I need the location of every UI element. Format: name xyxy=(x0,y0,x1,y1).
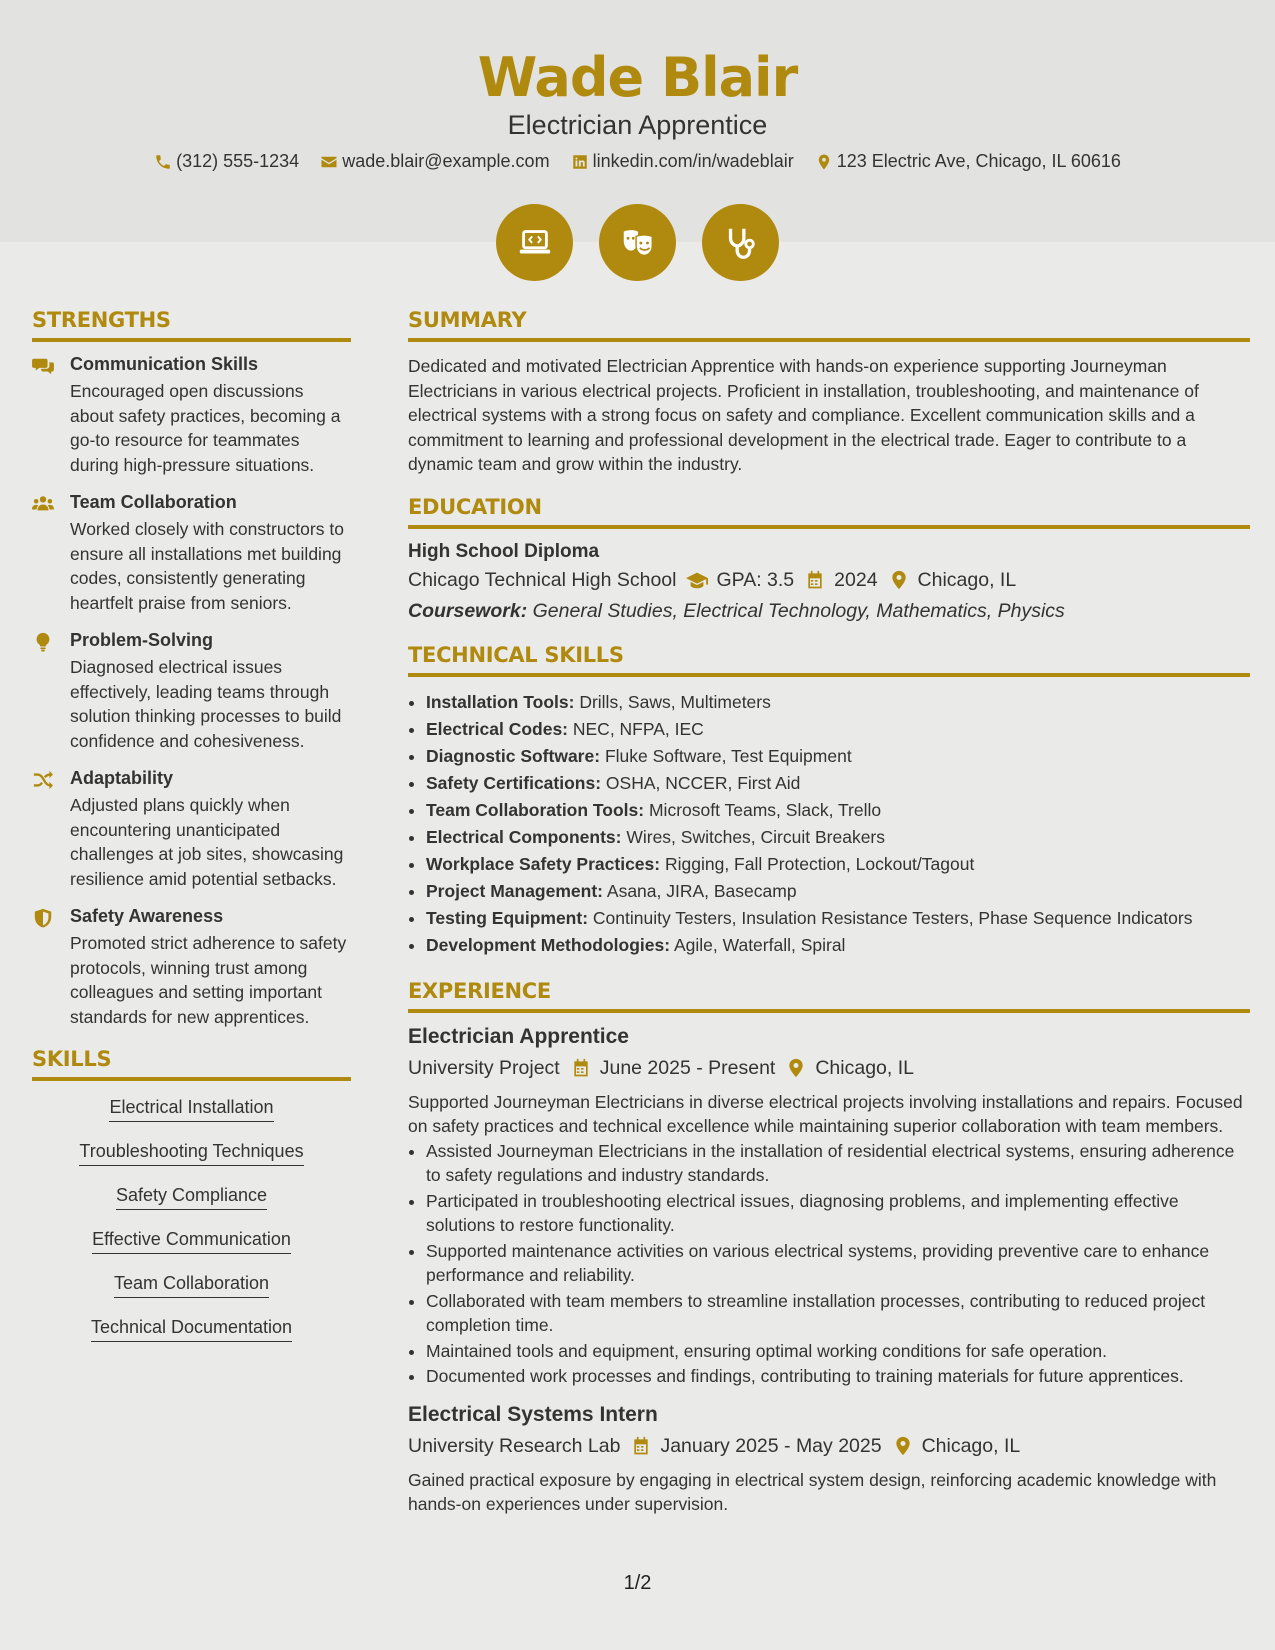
calendar-icon xyxy=(804,570,826,590)
linkedin-contact[interactable] xyxy=(571,151,794,172)
skill-item: Team Collaboration xyxy=(114,1273,269,1298)
experience-heading: EXPERIENCE xyxy=(408,979,1250,1013)
email-text[interactable]: wade.blair@example.com xyxy=(342,151,550,171)
right-column xyxy=(408,308,1250,1517)
stethoscope-icon xyxy=(722,224,760,262)
job-dates: June 2025 - Present xyxy=(599,1056,776,1079)
school-name: Chicago Technical High School xyxy=(408,568,677,591)
skill-item: Effective Communication xyxy=(92,1229,291,1254)
job-title: Electrician Apprentice xyxy=(408,1024,629,1048)
skill-item: Troubleshooting Techniques xyxy=(79,1141,303,1166)
skills-heading: SKILLS xyxy=(32,1047,351,1081)
strength-title: Safety Awareness xyxy=(70,906,224,926)
technical-skills-heading: TECHNICAL SKILLS xyxy=(408,643,1250,677)
strength-desc: Diagnosed electrical issues effectively, leading teams through solution thinking processes to build confidence and cohesiveness. xyxy=(70,657,342,751)
shuffle-icon xyxy=(32,770,54,790)
tech-skill-item: • Electrical Components: Wires, Switches, Circuit Breakers xyxy=(426,824,1250,851)
job-title: Electrical Systems Intern xyxy=(408,1402,658,1426)
theater-masks-icon xyxy=(619,224,657,262)
stethoscope-circle xyxy=(702,204,779,281)
map-marker-icon xyxy=(888,570,910,590)
candidate-role: Electrician Apprentice xyxy=(507,110,768,140)
job-location: Chicago, IL xyxy=(815,1056,914,1079)
job-description: Supported Journeyman Electricians in diverse electrical projects involving installations and repairs. Focused on safety practices and technical excellence while maintaining superior collaboration with team members. xyxy=(408,1091,1243,1136)
education-heading: EDUCATION xyxy=(408,495,1250,529)
job-meta xyxy=(408,1057,1250,1080)
technical-skills-list xyxy=(408,689,1250,959)
strength-title: Adaptability xyxy=(70,768,174,788)
email-contact[interactable] xyxy=(320,151,549,172)
strength-title: Team Collaboration xyxy=(70,492,237,512)
map-marker-icon xyxy=(785,1058,807,1078)
calendar-icon xyxy=(630,1436,652,1456)
summary-text: Dedicated and motivated Electrician Apprentice with hands-on experience supporting Journeyman Electricians in various electrical projects. Proficient in installation, troubleshooting, and maintenance of electrical systems with a strong focus on safety and compliance. Excellent communication skills and a commitment to learning and professional development in the electrical trade. Eager to contribute to a dynamic team and grow within the industry. xyxy=(408,356,1199,474)
laptop-code-circle xyxy=(496,204,573,281)
interest-icons xyxy=(0,204,1275,281)
comments-icon xyxy=(32,356,54,376)
job-entry xyxy=(408,1403,1250,1517)
strength-title: Problem-Solving xyxy=(70,630,214,650)
job-bullet: • Assisted Journeyman Electricians in the installation of residential electrical systems, ensuring adherence to safety regulations and industry standards. xyxy=(426,1139,1250,1188)
candidate-name: Wade Blair xyxy=(477,46,798,109)
tech-skill-item: • Team Collaboration Tools: Microsoft Teams, Slack, Trello xyxy=(426,797,1250,824)
shield-icon xyxy=(32,908,54,928)
strength-desc: Worked closely with constructors to ensure all installations met building codes, consistently generating heartfelt praise from seniors. xyxy=(70,519,344,613)
left-column xyxy=(32,308,351,1355)
map-marker-icon xyxy=(892,1436,914,1456)
job-location: Chicago, IL xyxy=(921,1434,1021,1457)
lightbulb-icon xyxy=(32,632,54,652)
tech-skill-item: • Installation Tools: Drills, Saws, Multimeters xyxy=(426,689,1250,716)
strengths-heading: STRENGTHS xyxy=(32,308,351,342)
strength-item xyxy=(32,906,351,1029)
users-icon xyxy=(32,494,54,514)
job-entry xyxy=(408,1025,1250,1389)
graduation-year: 2024 xyxy=(834,568,878,591)
tech-skill-item: • Project Management: Asana, JIRA, Basecamp xyxy=(426,878,1250,905)
strength-item xyxy=(32,492,351,615)
education-location: Chicago, IL xyxy=(917,568,1017,591)
job-bullet: • Participated in troubleshooting electrical issues, diagnosing problems, and implementing effective solutions to restore functionality. xyxy=(426,1189,1250,1238)
job-meta xyxy=(408,1435,1250,1458)
tech-skill-item: • Diagnostic Software: Fluke Software, Test Equipment xyxy=(426,743,1250,770)
laptop-code-icon xyxy=(516,224,554,262)
job-bullet: • Collaborated with team members to streamline installation processes, contributing to reduced project completion time. xyxy=(426,1289,1250,1338)
coursework-label: Coursework: xyxy=(408,599,528,622)
phone-text: (312) 555-1234 xyxy=(176,151,300,171)
degree-title: High School Diploma xyxy=(408,540,600,562)
page-number: 1/2 xyxy=(623,1572,652,1594)
skill-item: Safety Compliance xyxy=(116,1185,267,1210)
coursework xyxy=(408,600,1250,623)
strength-desc: Encouraged open discussions about safety practices, becoming a go-to resource for teammates during high-pressure situations. xyxy=(70,381,341,475)
coursework-list: General Studies, Electrical Technology, Mathematics, Physics xyxy=(532,599,1065,622)
address-contact xyxy=(815,151,1121,172)
strength-title: Communication Skills xyxy=(70,354,259,374)
linkedin-text[interactable]: linkedin.com/in/wadeblair xyxy=(592,151,794,171)
linkedin-icon xyxy=(571,153,589,171)
contact-info xyxy=(0,151,1275,176)
job-org: University Project xyxy=(408,1056,560,1079)
tech-skill-item: • Workplace Safety Practices: Rigging, Fall Protection, Lockout/Tagout xyxy=(426,851,1250,878)
envelope-icon xyxy=(320,153,338,171)
tech-skill-item: • Testing Equipment: Continuity Testers, Insulation Resistance Testers, Phase Sequence Indicators xyxy=(426,905,1250,932)
map-marker-icon xyxy=(815,153,833,171)
summary-heading: SUMMARY xyxy=(408,308,1250,342)
job-bullet: • Documented work processes and findings, contributing to training materials for future apprentices. xyxy=(426,1364,1250,1389)
strength-desc: Promoted strict adherence to safety protocols, winning trust among colleagues and setting important standards for new apprentices. xyxy=(70,933,347,1027)
strength-desc: Adjusted plans quickly when encountering unanticipated challenges at job sites, showcasing resilience amid potential setbacks. xyxy=(70,795,344,889)
phone-icon xyxy=(154,153,172,171)
job-org: University Research Lab xyxy=(408,1434,621,1457)
skill-item: Electrical Installation xyxy=(109,1097,273,1122)
job-bullets xyxy=(408,1139,1250,1389)
strength-item xyxy=(32,768,351,891)
skills-list xyxy=(32,1091,351,1355)
phone-contact xyxy=(154,151,299,172)
job-dates: January 2025 - May 2025 xyxy=(660,1434,882,1457)
job-bullet: • Supported maintenance activities on various electrical systems, providing preventive care to enhance performance and reliability. xyxy=(426,1239,1250,1288)
strength-item xyxy=(32,630,351,753)
strength-item xyxy=(32,354,351,477)
education-meta xyxy=(408,569,1250,592)
theater-masks-circle xyxy=(599,204,676,281)
job-bullet: • Maintained tools and equipment, ensuring optimal working conditions for safe operation. xyxy=(426,1339,1250,1364)
gpa-value: GPA: 3.5 xyxy=(716,568,795,591)
tech-skill-item: • Safety Certifications: OSHA, NCCER, First Aid xyxy=(426,770,1250,797)
calendar-icon xyxy=(570,1058,592,1078)
job-description: Gained practical exposure by engaging in electrical system design, reinforcing academic knowledge with hands-on experiences under supervision. xyxy=(408,1469,1217,1514)
address-text: 123 Electric Ave, Chicago, IL 60616 xyxy=(836,151,1121,171)
tech-skill-item: • Development Methodologies: Agile, Waterfall, Spiral xyxy=(426,932,1250,959)
skill-item: Technical Documentation xyxy=(91,1317,292,1342)
graduation-cap-icon xyxy=(686,570,708,590)
tech-skill-item: • Electrical Codes: NEC, NFPA, IEC xyxy=(426,716,1250,743)
